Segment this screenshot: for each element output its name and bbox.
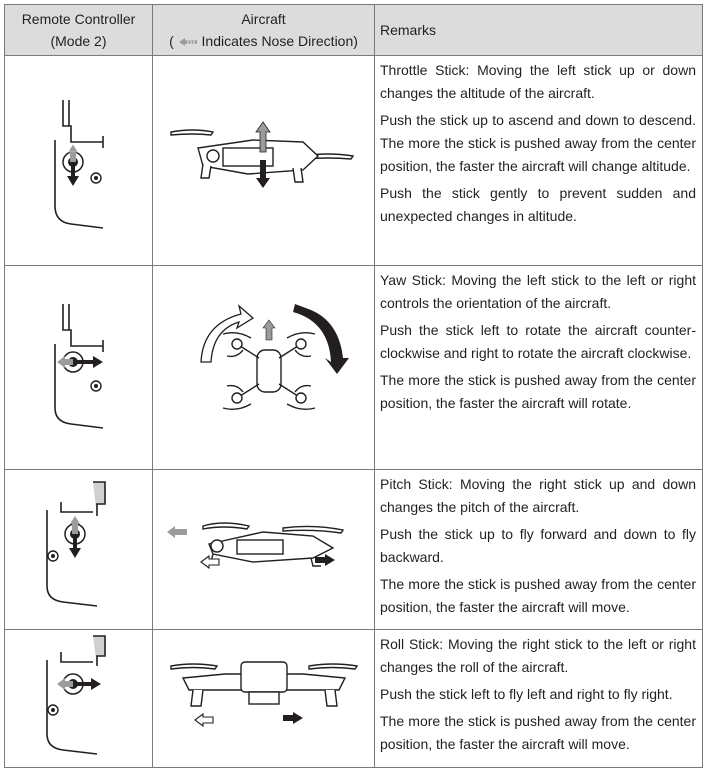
remark-paragraph: Roll Stick: Moving the right stick to the left or right changes the roll of the aircraft. bbox=[380, 636, 696, 675]
controller-cell-throttle bbox=[5, 56, 153, 266]
header-remote-controller bbox=[5, 5, 153, 56]
table-row-pitch bbox=[5, 470, 703, 630]
table-row-throttle bbox=[5, 56, 703, 266]
remark-paragraph: Push the stick left to rotate the aircraft counter-clockwise and right to rotate the aircraft clockwise. bbox=[380, 322, 696, 361]
remarks-cell-throttle bbox=[375, 56, 703, 266]
aircraft-rotate-illustration bbox=[153, 266, 375, 462]
header-remarks: Remarks bbox=[375, 5, 703, 56]
controller-left-stick-left-right-illustration bbox=[5, 266, 153, 462]
aircraft-left-right-illustration bbox=[153, 630, 375, 760]
header-aircraft-line2 bbox=[153, 30, 374, 52]
nose-direction-arrow-icon bbox=[263, 320, 275, 340]
header-remote-controller-line1: Remote Controller bbox=[21, 11, 136, 27]
controller-right-stick-up-down-illustration bbox=[5, 470, 153, 622]
remark-paragraph: Yaw Stick: Moving the left stick to the left or right controls the orientation of the aircraft. bbox=[380, 272, 696, 311]
header-open-paren: ( bbox=[169, 33, 174, 49]
nose-direction-arrow-icon bbox=[167, 526, 187, 538]
stick-control-table bbox=[4, 4, 702, 768]
aircraft-forward-backward-illustration bbox=[153, 470, 375, 622]
controller-right-stick-left-right-illustration bbox=[5, 630, 153, 760]
table-header-row bbox=[5, 5, 703, 56]
controller-left-stick-up-down-illustration bbox=[5, 56, 153, 258]
aircraft-cell-pitch bbox=[153, 470, 375, 630]
remark-paragraph: Pitch Stick: Moving the right stick up and down changes the pitch of the aircraft. bbox=[380, 476, 696, 515]
aircraft-ascend-descend-illustration bbox=[153, 56, 375, 258]
remark-paragraph: Push the stick up to ascend and down to descend. The more the stick is pushed away from the center position, the faster the aircraft will change altitude. bbox=[380, 112, 696, 174]
aircraft-cell-yaw bbox=[153, 266, 375, 470]
aircraft-cell-throttle bbox=[153, 56, 375, 266]
left-arrow-icon bbox=[195, 714, 213, 726]
nose-direction-arrow-icon bbox=[178, 37, 198, 47]
table-row-yaw bbox=[5, 266, 703, 470]
remarks-cell-yaw bbox=[375, 266, 703, 470]
backward-arrow-icon bbox=[201, 556, 219, 568]
header-aircraft-line1: Aircraft bbox=[241, 11, 286, 27]
header-aircraft bbox=[153, 5, 375, 56]
remarks-cell-pitch bbox=[375, 470, 703, 630]
remark-paragraph: Push the stick left to fly left and right to fly right. bbox=[380, 686, 673, 702]
controller-cell-yaw bbox=[5, 266, 153, 470]
controller-cell-pitch bbox=[5, 470, 153, 630]
right-arrow-icon bbox=[283, 712, 303, 724]
header-remote-controller-line2: (Mode 2) bbox=[50, 33, 107, 49]
remark-paragraph: The more the stick is pushed away from the center position, the faster the aircraft will move. bbox=[380, 713, 696, 752]
remark-paragraph: Push the stick up to fly forward and down to fly backward. bbox=[380, 526, 696, 565]
remark-paragraph: The more the stick is pushed away from the center position, the faster the aircraft will move. bbox=[380, 576, 696, 615]
remark-paragraph: Push the stick gently to prevent sudden and unexpected changes in altitude. bbox=[380, 185, 696, 224]
remark-paragraph: Throttle Stick: Moving the left stick up or down changes the altitude of the aircraft. bbox=[380, 62, 696, 101]
header-aircraft-note: Indicates Nose Direction) bbox=[201, 33, 358, 49]
remark-paragraph: The more the stick is pushed away from the center position, the faster the aircraft will rotate. bbox=[380, 372, 696, 411]
